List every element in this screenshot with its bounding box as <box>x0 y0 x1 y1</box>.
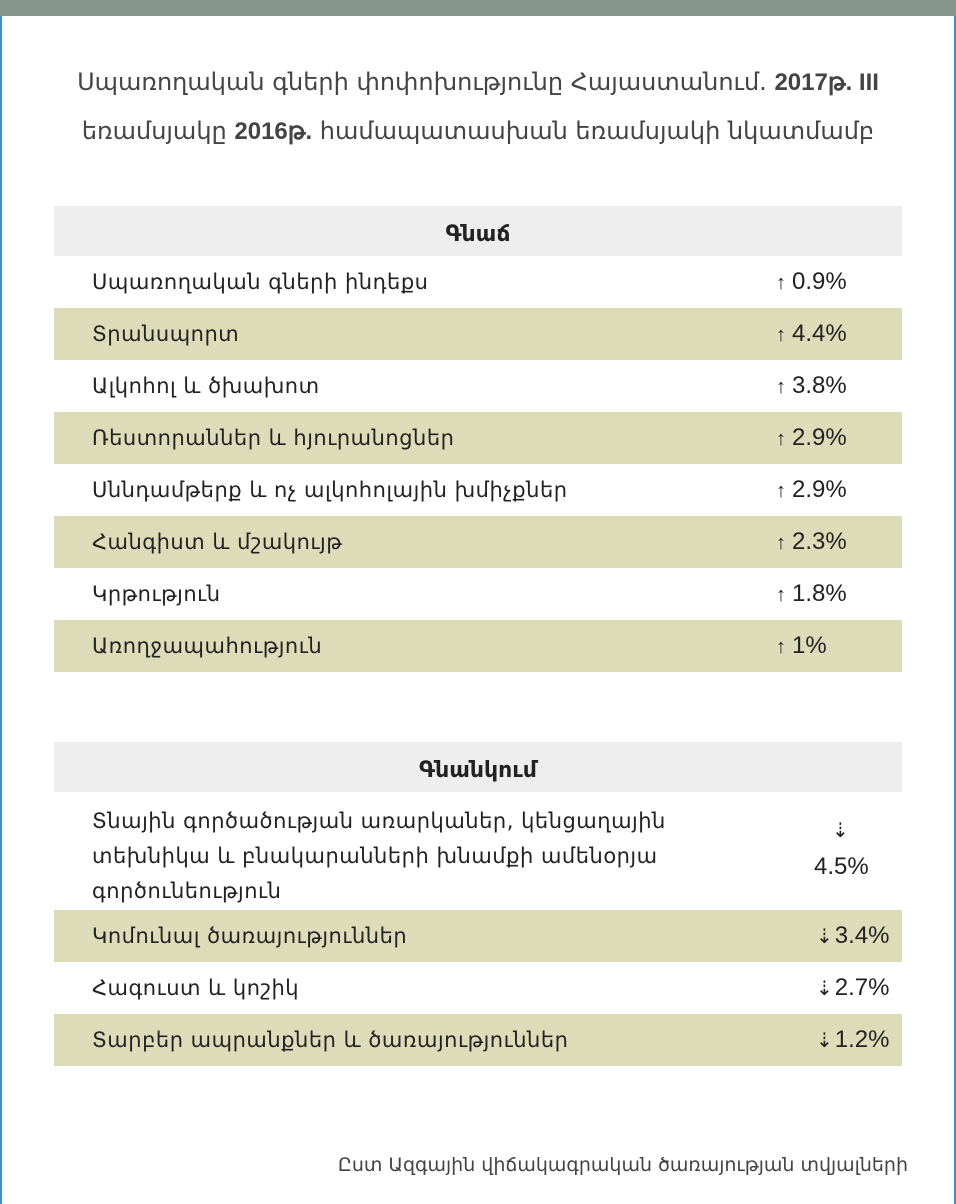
decrease-heading: Գնանկում <box>54 742 902 792</box>
row-label: Ռեստորաններ և հյուրանոցներ <box>92 426 455 450</box>
row-value: ⇣3.4% <box>816 922 890 949</box>
increase-heading: Գնաճ <box>54 206 902 256</box>
arrow-down-icon: ⇣ <box>816 1030 833 1052</box>
row-label: Հագուստ և կոշիկ <box>92 976 300 1000</box>
arrow-up-icon: ↑ <box>776 636 786 658</box>
table-row <box>54 256 902 308</box>
row-label: Սպառողական գների ինդեքս <box>92 270 429 294</box>
arrow-up-icon: ↑ <box>776 324 786 346</box>
table-row <box>54 308 902 360</box>
title-line2-pre: եռամսյակը <box>81 117 227 145</box>
table-row <box>54 910 902 962</box>
row-value: ↑ 2.9% <box>776 476 847 503</box>
table-row <box>54 516 902 568</box>
row-label: Առողջապահություն <box>92 634 323 658</box>
arrow-down-icon: ⇣ <box>831 820 849 842</box>
title-line1: Սպառողական գների փոփոխությունը Հայաստանում. <box>77 68 767 96</box>
arrow-up-icon: ↑ <box>776 584 786 606</box>
top-bar <box>0 0 956 16</box>
page-title <box>60 58 896 156</box>
row-value: ↑ 2.3% <box>776 528 847 555</box>
arrow-down-icon: ⇣ <box>816 926 833 948</box>
row-value: ⇣ 4.5% <box>814 820 869 880</box>
row-value: ↑ 2.9% <box>776 424 847 451</box>
table-row <box>54 568 902 620</box>
table-row <box>54 620 902 672</box>
source-note: Ըստ Ազգային վիճակագրական ծառայության տվյալների <box>337 1154 908 1176</box>
title-line2-post: համապատասխան եռամսյակի նկատմամբ <box>319 117 875 145</box>
arrow-up-icon: ↑ <box>776 428 786 450</box>
row-value: ↑ 1% <box>776 632 827 659</box>
table-row <box>54 962 902 1014</box>
table-row <box>54 412 902 464</box>
row-label: Հանգիստ և մշակույթ <box>92 530 343 554</box>
table-row <box>54 1014 902 1066</box>
row-value: ⇣2.7% <box>816 974 890 1001</box>
row-value: ↑ 4.4% <box>776 320 847 347</box>
row-label: Կրթություն <box>92 582 221 606</box>
arrow-up-icon: ↑ <box>776 480 786 502</box>
arrow-up-icon: ↑ <box>776 532 786 554</box>
title-year2: 2016թ. <box>234 118 313 145</box>
row-label: Տնային գործածության առարկաներ, կենցաղային տեխնիկա և բնակարանների խնամքի ամենօրյա գործունեություն <box>92 809 666 903</box>
table-row <box>54 360 902 412</box>
row-label: Կոմունալ ծառայություններ <box>92 924 408 948</box>
arrow-up-icon: ↑ <box>776 272 786 294</box>
row-label: Տրանսպորտ <box>92 322 240 346</box>
row-label: Տարբեր ապրանքներ և ծառայություններ <box>92 1028 569 1052</box>
row-value: ↑ 0.9% <box>776 268 847 295</box>
title-year1: 2017թ. III <box>774 69 879 96</box>
row-value: ↑ 3.8% <box>776 372 847 399</box>
row-value: ⇣1.2% <box>816 1026 890 1053</box>
row-label: Սննդամթերք և ոչ ալկոհոլային խմիչքներ <box>92 478 568 502</box>
arrow-up-icon: ↑ <box>776 376 786 398</box>
row-value: ↑ 1.8% <box>776 580 847 607</box>
arrow-down-icon: ⇣ <box>816 978 833 1000</box>
table-row <box>54 792 902 910</box>
table-row <box>54 464 902 516</box>
row-label: Ալկոհոլ և ծխախոտ <box>92 374 320 398</box>
